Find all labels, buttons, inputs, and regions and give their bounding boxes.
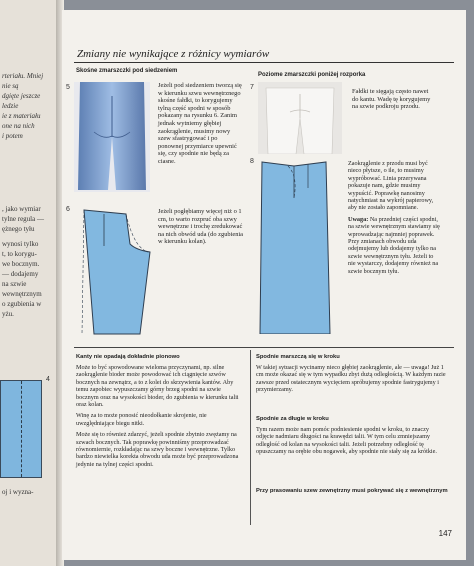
figure-number: 4	[46, 376, 50, 383]
section-heading-dlugie: Spodnie za długie w kroku	[256, 416, 329, 422]
section-divider	[74, 347, 454, 348]
section-heading-poziome: Poziome zmarszczki poniżej rozporka	[258, 72, 366, 78]
page-number: 147	[438, 529, 452, 538]
figure-number-6: 6	[66, 206, 70, 213]
left-text-line: nie są	[2, 82, 19, 90]
left-text-line: rteriału. Mniej	[2, 72, 44, 80]
section-heading-kant: Kanty nie opadają dokładnie pionowo	[76, 354, 180, 360]
left-text-line: we bocznym.	[2, 260, 40, 268]
left-text-line: ężnego tyłu	[2, 225, 35, 233]
uwaga-label: Uwaga:	[348, 215, 369, 223]
fig8-paragraph: Zaokrąglenie z przodu musi być nieco płytsze, o ile, to musimy wypróbować. Linia przerywana pokazuje nam, gdzie musimy wypuścić. Poprawkę nanosimy natychmiast na wykrój papierowy, aby nie zostało zapomniane.	[348, 160, 434, 212]
kant-paragraph: Winę za to może ponosić nieodołkanie skrojenie, nie uwzględniające biegu nitki.	[76, 412, 207, 427]
kant-paragraph: Może się to również zdarzyć, jeżeli spodnie zbytnio zwężamy na szwach bocznych. Tak poprawkę powinniśmy przeprowadzać równomiernie, rozkładając na szwy boczne i wewnętrzne. Tylko bardzo niewielka korekta obwodu uda może być przeprowadzona jedynie na tylnej części spodni.	[76, 431, 239, 468]
left-text-line: yżu.	[2, 310, 14, 318]
left-text-line: ie z materiału	[2, 112, 41, 120]
marszcza-text: W takiej sytuacji wycinamy nieco głębiej zaokrąglenie, ale — uwaga! Już 1 cm może okazać się w tym wypadku zbyt dużą odległością. W każdym razie zawsze przed ostatecznym wycięciem spróbujemy spodnie fastrygujemy i przymierzamy.	[256, 364, 446, 394]
title-rule	[74, 62, 454, 63]
left-pattern-figure	[0, 380, 42, 478]
left-page	[0, 0, 58, 566]
trousers-back-photo	[74, 82, 150, 192]
left-text-line: , jako wymiar	[2, 205, 41, 213]
kant-text	[76, 364, 244, 468]
left-text-line: wynosi tylko	[2, 240, 39, 248]
figure-number-8: 8	[250, 158, 254, 165]
trousers-front-photo	[258, 82, 342, 154]
fig8-text	[348, 160, 440, 275]
fig5-text: Jeżeli pod siedzeniem tworzą się w kierunku szwu wewnętrznego skośne fałdki, to korygujemy tylną część spodni w sposób pokazany na rysunku 6. Zanim jednak wytniemy głębiej zaokrąglenie, musimy nowy szew sfastrygować i po ponownej przymiarce upewnić się, czy spodnie nie będą za ciasne.	[158, 82, 242, 165]
section-heading-skosne: Skośne zmarszczki pod siedzeniem	[76, 68, 178, 74]
left-text-line: i potem	[2, 132, 23, 140]
left-text-line: na szwie	[2, 280, 27, 288]
kant-paragraph: Może to być spowodowane wieloma przyczynami, np. silne zaokrąglenie bioder może powodować ich ciągnięcie szwów bocznych na zewnątrz, a to z kolei do skrzywienia kantów. Aby temu zapobiec wypuszczamy górny brzeg spodni na szwie bocznym oraz na wysokości bioder, do zgubienia w kierunku talii oraz kolan.	[76, 364, 239, 409]
fig6-text: Jeżeli pogłębiamy więcej niż o 1 cm, to warto rozpruć oba szwy wewnętrzne i trochę zredukować na nich obwód uda (do zgubienia w kierunku kolan).	[158, 208, 244, 246]
trousers-pattern-figure-6	[74, 206, 152, 336]
fig7-text: Fałdki te sięgają często nawet do kantu. Wadę tę korygujemy na szwie podkroju przodu.	[352, 88, 431, 111]
dlugie-text: Tym razem może nam pomóc podniesienie spodni w kroku, to znaczy odjęcie nadmiaru długości na krawędzi talii. W tym celu zmniejszamy odległość od kolan na wysokości talii. Jeżeli potrzebny odległość tę opuszczamy na orębie obu nogawek, aby spodnie nie stały się za krótkie.	[256, 426, 437, 456]
section-heading-marszcza: Spodnie marszczą się w kroku	[256, 354, 340, 360]
trousers-pattern-figure-8	[258, 158, 332, 334]
left-text-line: dgięte jeszcze	[2, 92, 41, 100]
fig8-uwaga	[348, 216, 440, 275]
left-text-line: tylne regula —	[2, 215, 44, 223]
section-heading-prasowanie: Przy prasowaniu szew zewnętrzny musi pokrywać się z wewnętrznym	[256, 488, 448, 494]
left-text-line: o zgubienia w	[2, 300, 42, 308]
figure-number-7: 7	[250, 84, 254, 91]
left-text-line: ledzie	[2, 102, 19, 110]
left-text-line: wewnętrznym	[2, 290, 42, 298]
left-text-line: — dodajemy	[2, 270, 39, 278]
left-text-line: one na nich	[2, 122, 35, 130]
left-text-line: t, to korygu-	[2, 250, 37, 258]
left-text-line: oj i wyzna-	[2, 488, 34, 496]
column-divider	[250, 350, 251, 525]
book-page	[62, 10, 466, 560]
page-title: Zmiany nie wynikające z różnicy wymiarów	[77, 48, 270, 60]
uwaga-text: Na przedniej części spodni, na szwie wewnętrznym stawiamy się wprowadzając najmniej poprawek. Przy zmianach obwodu uda odejmujemy lub dodajemy tylko na szwie wewnętrznym tyłu. Jeżeli to nie wystarczy, dodajemy również na szwie bocznym tyłu.	[348, 215, 440, 275]
figure-number-5: 5	[66, 84, 70, 91]
